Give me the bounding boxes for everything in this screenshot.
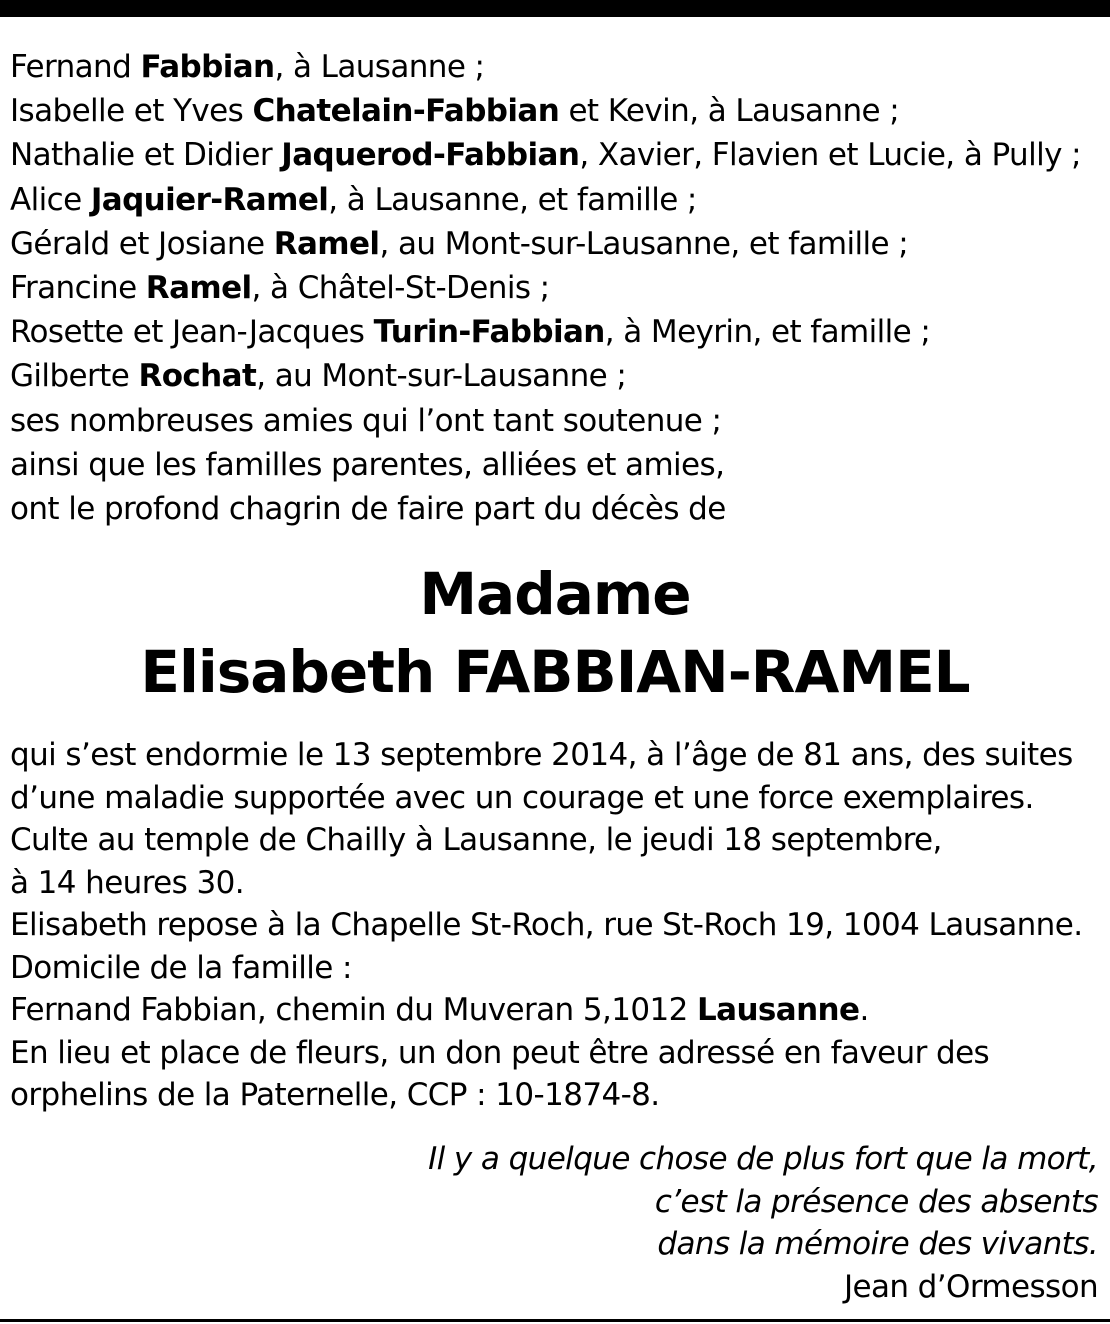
donation-line: En lieu et place de fleurs, un don peut être adressé en faveur des (10, 1034, 990, 1071)
friends-line: ses nombreuses amies qui l’ont tant soutenue ; (10, 402, 722, 439)
family-surname: Jaquerod-Fabbian (281, 137, 580, 174)
bottom-rule (0, 1319, 1110, 1322)
deceased-name: Elisabeth FABBIAN-RAMEL (140, 638, 970, 706)
announcement-line: ont le profond chagrin de faire part du décès de (10, 490, 726, 527)
service-time-line: à 14 heures 30. (10, 864, 244, 901)
top-rule (0, 0, 1110, 17)
quote-line: Il y a quelque chose de plus fort que la mort, (428, 1141, 1098, 1177)
family-line: Nathalie et Didier Jaquerod-Fabbian, Xavier, Flavien et Lucie, à Pully ; (10, 137, 1081, 174)
family-line: Alice Jaquier-Ramel, à Lausanne, et famille ; (10, 181, 697, 218)
family-line: Gérald et Josiane Ramel, au Mont-sur-Lausanne, et famille ; (10, 225, 909, 262)
family-surname: Turin-Fabbian (373, 314, 605, 351)
donation-account-line: orphelins de la Paternelle, CCP : 10-1874-8. (10, 1077, 660, 1113)
domicile-label: Domicile de la famille : (10, 949, 352, 986)
family-line: Isabelle et Yves Chatelain-Fabbian et Kevin, à Lausanne ; (10, 93, 900, 130)
relatives-line: ainsi que les familles parentes, alliées et amies, (10, 446, 725, 483)
family-surname: Ramel (145, 269, 252, 306)
rest-place-line: Elisabeth repose à la Chapelle St-Roch, rue St-Roch 19, 1004 Lausanne. (10, 907, 1083, 943)
family-surname: Fabbian (140, 49, 275, 85)
epitaph-quote (198, 1138, 1098, 1308)
quote-line: c’est la présence des absents (654, 1183, 1098, 1220)
domicile-address: Fernand Fabbian, chemin du Muveran 5,1012 Lausanne. (10, 992, 869, 1028)
family-surname: Jaquier-Ramel (90, 181, 329, 218)
family-line: Francine Ramel, à Châtel-St-Denis ; (10, 269, 550, 306)
family-line: Fernand Fabbian, à Lausanne ; (10, 49, 485, 85)
detail-line: d’une maladie supportée avec un courage et une force exemplaires. (10, 779, 1034, 816)
family-surname: Rochat (138, 358, 257, 395)
deceased-title: Madame (419, 560, 691, 628)
detail-line: qui s’est endormie le 13 septembre 2014, à l’âge de 81 ans, des suites (10, 737, 1073, 773)
family-line: Gilberte Rochat, au Mont-sur-Lausanne ; (10, 358, 627, 395)
family-surname: Chatelain-Fabbian (252, 93, 560, 130)
domicile-city: Lausanne (696, 992, 860, 1028)
details-section (10, 734, 1105, 1117)
family-list (10, 45, 1105, 531)
family-surname: Ramel (273, 225, 380, 262)
quote-line: dans la mémoire des vivants. (657, 1226, 1098, 1262)
family-line: Rosette et Jean-Jacques Turin-Fabbian, à Meyrin, et famille ; (10, 314, 931, 351)
quote-author: Jean d’Ormesson (843, 1268, 1098, 1305)
service-line: Culte au temple de Chailly à Lausanne, le jeudi 18 septembre, (10, 822, 942, 858)
